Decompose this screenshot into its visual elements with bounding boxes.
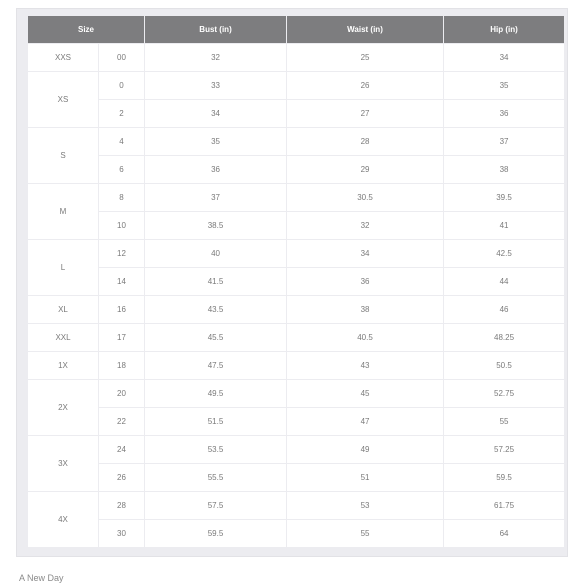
header-waist: Waist (in) — [287, 16, 444, 44]
bust-cell: 55.5 — [145, 464, 287, 492]
size-number: 17 — [99, 324, 145, 352]
size-number: 8 — [99, 184, 145, 212]
header-hip: Hip (in) — [444, 16, 565, 44]
hip-cell: 39.5 — [444, 184, 565, 212]
table-row — [28, 212, 565, 240]
hip-cell: 61.75 — [444, 492, 565, 520]
table-row — [28, 100, 565, 128]
hip-cell: 38 — [444, 156, 565, 184]
size-number: 28 — [99, 492, 145, 520]
waist-cell: 36 — [287, 268, 444, 296]
hip-cell: 44 — [444, 268, 565, 296]
size-number: 4 — [99, 128, 145, 156]
size-label: XXL — [28, 324, 99, 352]
bust-cell: 43.5 — [145, 296, 287, 324]
waist-cell: 49 — [287, 436, 444, 464]
waist-cell: 26 — [287, 72, 444, 100]
header-row — [28, 16, 565, 44]
size-label: XS — [28, 72, 99, 128]
bust-cell: 59.5 — [145, 520, 287, 548]
size-number: 30 — [99, 520, 145, 548]
hip-cell: 50.5 — [444, 352, 565, 380]
bust-cell: 49.5 — [145, 380, 287, 408]
bust-cell: 45.5 — [145, 324, 287, 352]
size-label: M — [28, 184, 99, 240]
size-label: 2X — [28, 380, 99, 436]
bust-cell: 38.5 — [145, 212, 287, 240]
waist-cell: 25 — [287, 44, 444, 72]
size-number: 22 — [99, 408, 145, 436]
size-label: XXS — [28, 44, 99, 72]
waist-cell: 29 — [287, 156, 444, 184]
table-row — [28, 268, 565, 296]
waist-cell: 27 — [287, 100, 444, 128]
size-number: 18 — [99, 352, 145, 380]
hip-cell: 57.25 — [444, 436, 565, 464]
hip-cell: 42.5 — [444, 240, 565, 268]
waist-cell: 38 — [287, 296, 444, 324]
hip-cell: 37 — [444, 128, 565, 156]
waist-cell: 43 — [287, 352, 444, 380]
waist-cell: 53 — [287, 492, 444, 520]
size-label: L — [28, 240, 99, 296]
table-row — [28, 436, 565, 464]
size-chart-body — [28, 44, 565, 548]
waist-cell: 55 — [287, 520, 444, 548]
table-row — [28, 44, 565, 72]
bust-cell: 40 — [145, 240, 287, 268]
size-number: 16 — [99, 296, 145, 324]
table-row — [28, 296, 565, 324]
table-row — [28, 156, 565, 184]
waist-cell: 45 — [287, 380, 444, 408]
table-row — [28, 380, 565, 408]
table-row — [28, 492, 565, 520]
brand-caption: A New Day — [19, 573, 64, 583]
table-row — [28, 464, 565, 492]
size-chart-table — [27, 15, 565, 548]
table-row — [28, 520, 565, 548]
bust-cell: 47.5 — [145, 352, 287, 380]
size-number: 24 — [99, 436, 145, 464]
size-number: 20 — [99, 380, 145, 408]
size-label: 4X — [28, 492, 99, 548]
table-row — [28, 72, 565, 100]
bust-cell: 37 — [145, 184, 287, 212]
size-label: 3X — [28, 436, 99, 492]
table-row — [28, 184, 565, 212]
size-number: 10 — [99, 212, 145, 240]
hip-cell: 34 — [444, 44, 565, 72]
hip-cell: 52.75 — [444, 380, 565, 408]
hip-cell: 64 — [444, 520, 565, 548]
hip-cell: 59.5 — [444, 464, 565, 492]
waist-cell: 30.5 — [287, 184, 444, 212]
bust-cell: 53.5 — [145, 436, 287, 464]
table-row — [28, 408, 565, 436]
hip-cell: 48.25 — [444, 324, 565, 352]
header-size: Size — [28, 16, 145, 44]
size-number: 26 — [99, 464, 145, 492]
hip-cell: 46 — [444, 296, 565, 324]
waist-cell: 40.5 — [287, 324, 444, 352]
table-row — [28, 128, 565, 156]
waist-cell: 32 — [287, 212, 444, 240]
bust-cell: 34 — [145, 100, 287, 128]
size-number: 00 — [99, 44, 145, 72]
bust-cell: 51.5 — [145, 408, 287, 436]
size-label: S — [28, 128, 99, 184]
hip-cell: 35 — [444, 72, 565, 100]
size-number: 12 — [99, 240, 145, 268]
bust-cell: 33 — [145, 72, 287, 100]
size-number: 14 — [99, 268, 145, 296]
size-label: 1X — [28, 352, 99, 380]
bust-cell: 32 — [145, 44, 287, 72]
waist-cell: 47 — [287, 408, 444, 436]
hip-cell: 41 — [444, 212, 565, 240]
bust-cell: 35 — [145, 128, 287, 156]
size-label: XL — [28, 296, 99, 324]
bust-cell: 41.5 — [145, 268, 287, 296]
hip-cell: 36 — [444, 100, 565, 128]
size-number: 0 — [99, 72, 145, 100]
waist-cell: 34 — [287, 240, 444, 268]
table-row — [28, 324, 565, 352]
hip-cell: 55 — [444, 408, 565, 436]
bust-cell: 36 — [145, 156, 287, 184]
bust-cell: 57.5 — [145, 492, 287, 520]
size-number: 2 — [99, 100, 145, 128]
table-row — [28, 240, 565, 268]
waist-cell: 51 — [287, 464, 444, 492]
waist-cell: 28 — [287, 128, 444, 156]
table-row — [28, 352, 565, 380]
header-bust: Bust (in) — [145, 16, 287, 44]
size-number: 6 — [99, 156, 145, 184]
